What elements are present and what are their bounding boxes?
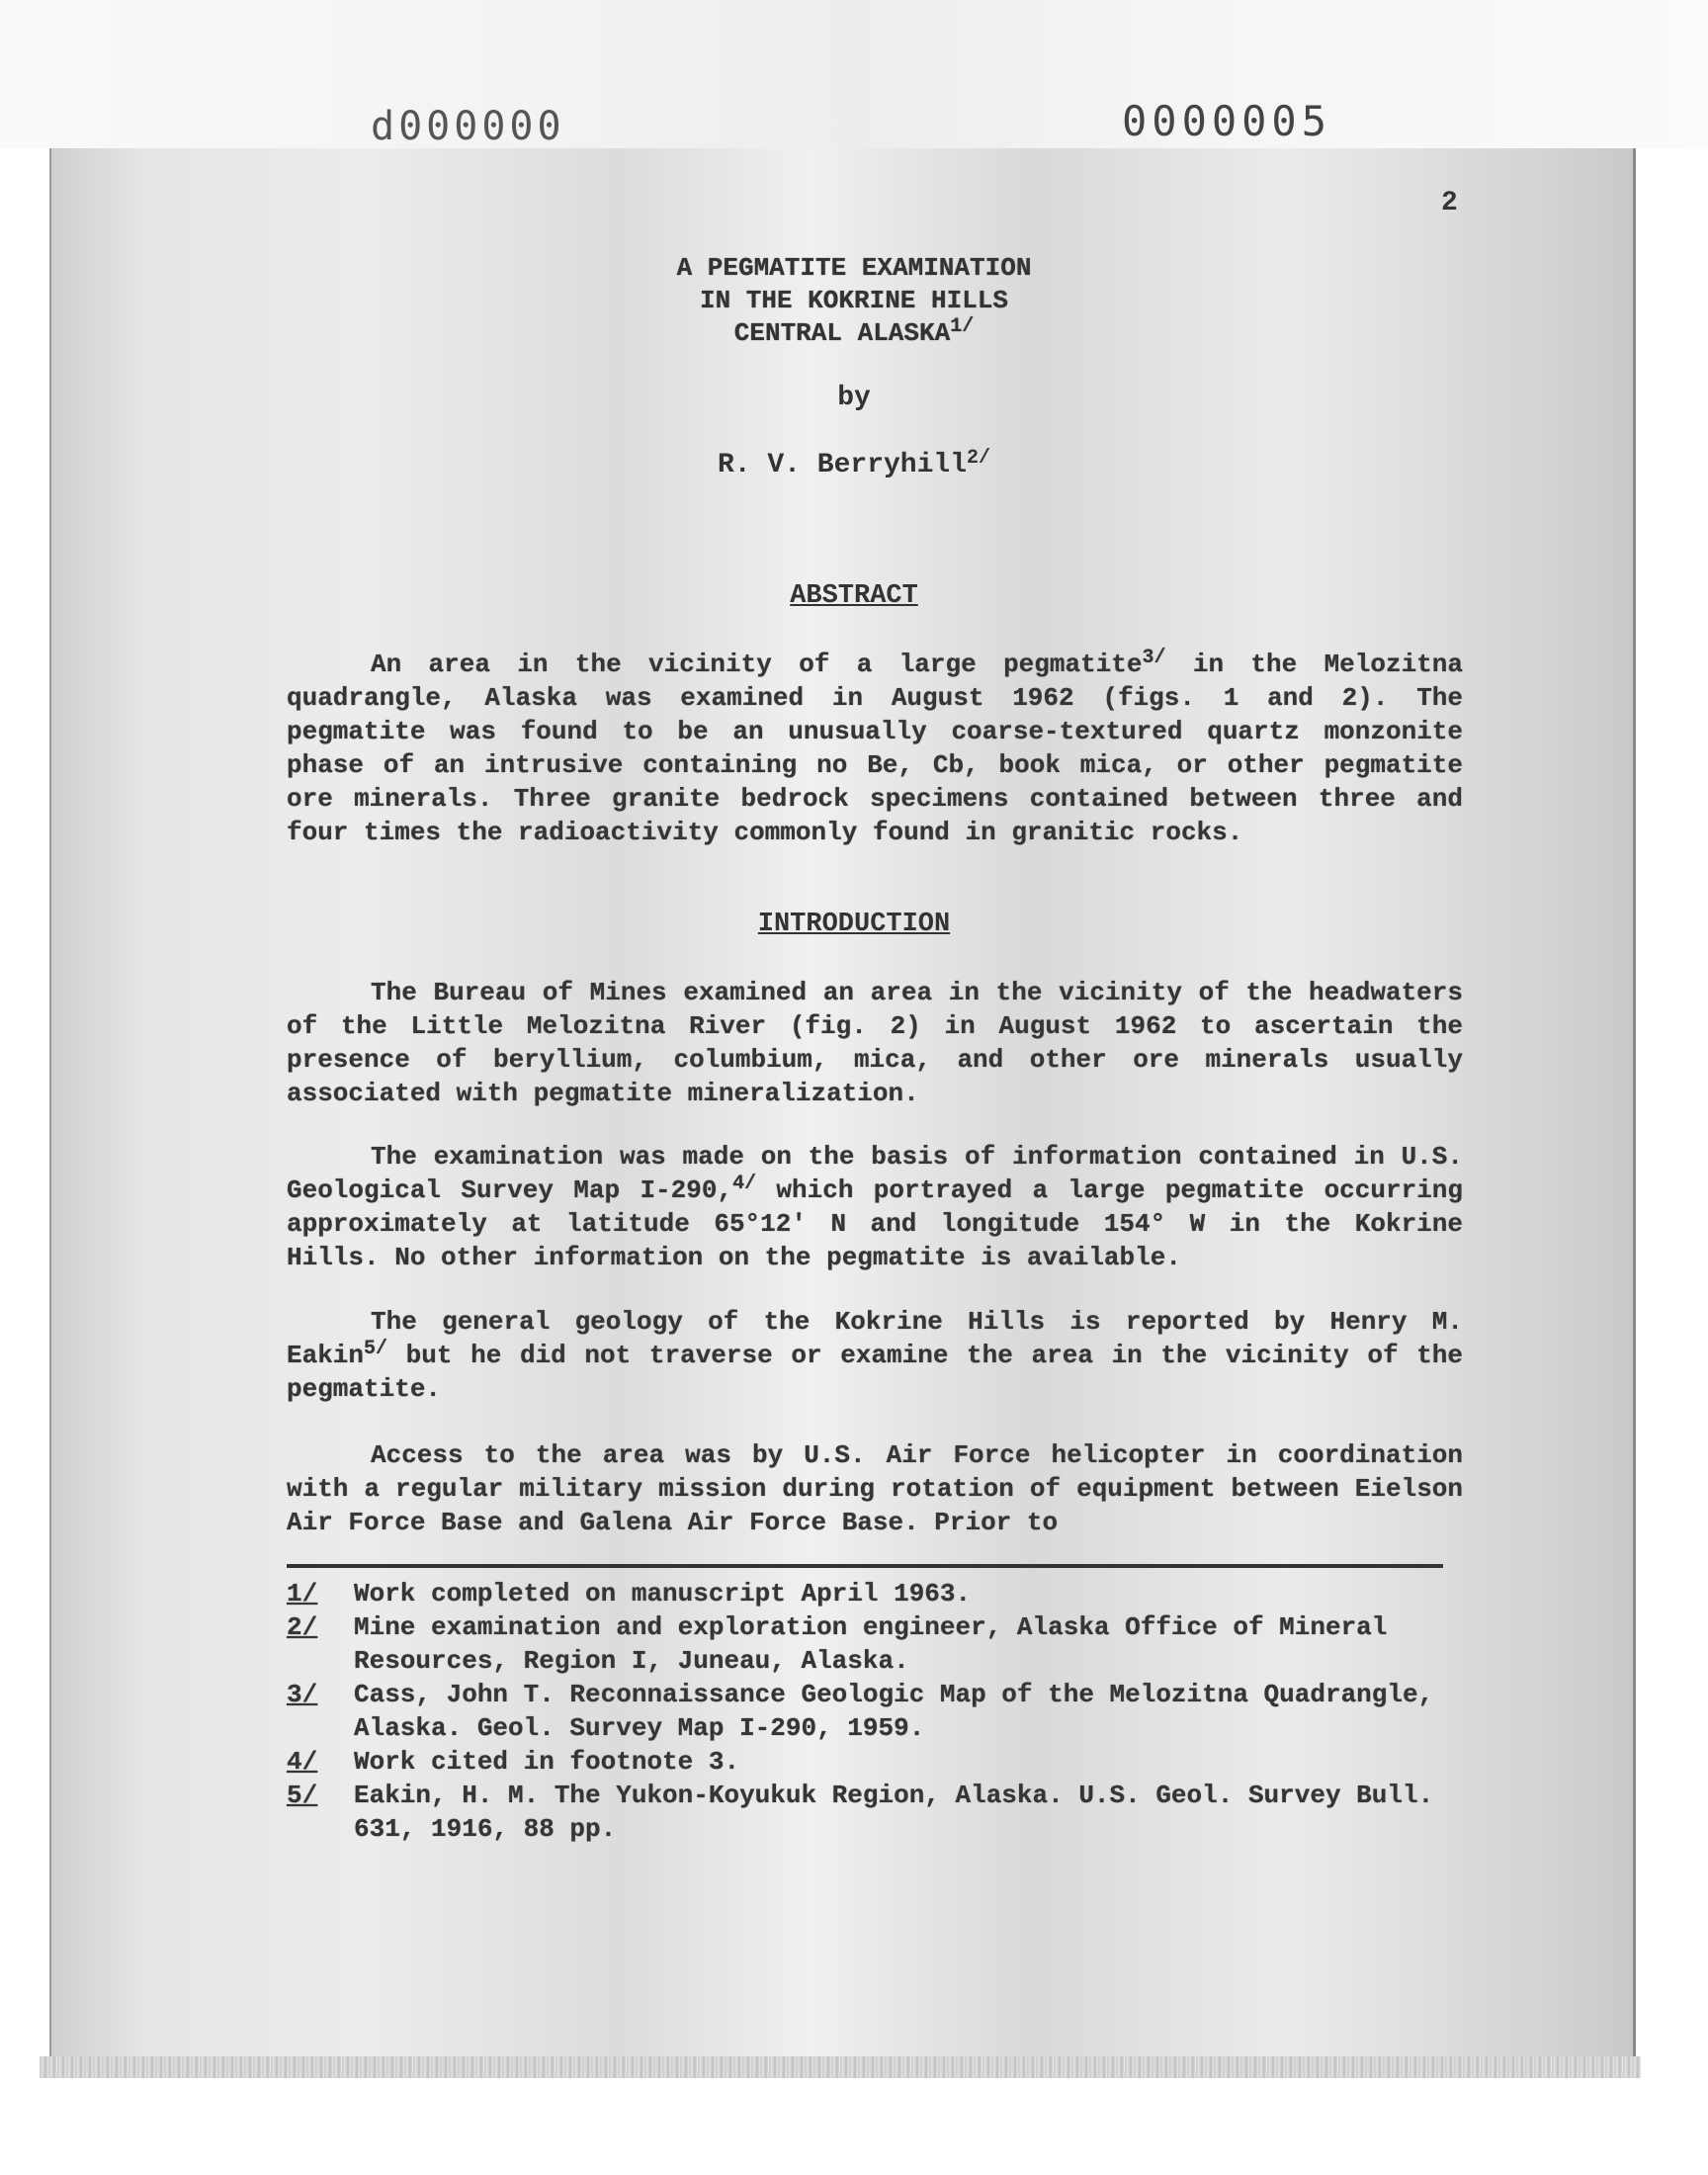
footnote-mark: 1/: [287, 1579, 318, 1609]
scan-edge-artifact: [40, 2056, 1641, 2078]
frame-number-right: 0000005: [1122, 97, 1332, 145]
intro-p2-text-end: which portrayed a large pegmatite occurring approximately at latitude 65°12' N and longitude 154° W in the Kokrine Hills. No other information on the pegmatite is available.: [287, 1175, 1464, 1272]
intro-p3-text-start: The general geology of the Kokrine Hills is reported by Henry M. Eakin: [287, 1307, 1463, 1370]
footnote-text: Mine examination and exploration engineer, Alaska Office of Mineral Resources, Region I, Juneau, Alaska.: [354, 1612, 1388, 1676]
abstract-paragraph: [287, 648, 1463, 849]
scan-top-margin: [0, 0, 1708, 148]
introduction-paragraph-2: [287, 1140, 1463, 1274]
document-title: [0, 252, 1708, 350]
introduction-paragraph-4: Access to the area was by U.S. Air Force helicopter in coordination with a regular military mission during rotation of equipment between Eielson Air Force Base and Galena Air Force Base. Prior to: [287, 1440, 1463, 1537]
abstract-text-end: in the Melozitna quadrangle, Alaska was examined in August 1962 (figs. 1 and 2). The pegmatite was found to be an unusually coarse-textured quartz monzonite phase of an intrusive containing no Be, Cb, book mica, or other pegmatite ore minerals. Three granite bedrock specimens contained between three and four times the radioactivity commonly found in granitic rocks.: [287, 650, 1464, 847]
footnote: [287, 1577, 1463, 1610]
footnote-mark: 5/: [287, 1781, 318, 1810]
author: [0, 447, 1708, 480]
footnote: [287, 1779, 1463, 1846]
footnote: [287, 1745, 1463, 1779]
abstract-text-start: An area in the vicinity of a large pegmatite: [371, 650, 1143, 679]
footnote-mark: 3/: [287, 1680, 318, 1709]
title-line-1: A PEGMATITE EXAMINATION: [676, 253, 1032, 283]
intro-p2-footnote-ref: 4/: [732, 1173, 757, 1195]
title-footnote-ref: 1/: [950, 315, 975, 338]
intro-p3-footnote-ref: 5/: [364, 1338, 388, 1360]
footnote: [287, 1610, 1463, 1678]
footnote-text: Eakin, H. M. The Yukon-Koyukuk Region, Alaska. U.S. Geol. Survey Bull. 631, 1916, 88 pp.: [354, 1781, 1434, 1844]
footnotes: [287, 1577, 1463, 1846]
footnote-mark: 4/: [287, 1747, 318, 1777]
title-line-2: IN THE KOKRINE HILLS: [699, 286, 1009, 315]
intro-p3-text-end: but he did not traverse or examine the area in the vicinity of the pegmatite.: [287, 1341, 1463, 1404]
footnote: [287, 1678, 1463, 1745]
introduction-paragraph-3: [287, 1305, 1463, 1406]
author-name: R. V. Berryhill: [717, 450, 968, 480]
introduction-paragraph-1: The Bureau of Mines examined an area in the vicinity of the headwaters of the Little Melozitna River (fig. 2) in August 1962 to ascertain the presence of beryllium, columbium, mica, and other ore minerals usually associated with pegmatite mineralization.: [287, 978, 1463, 1108]
title-line-3-text: CENTRAL ALASKA: [733, 318, 951, 348]
introduction-heading: INTRODUCTION: [757, 910, 951, 939]
frame-number-left: d000000: [371, 104, 565, 149]
footnote-mark: 2/: [287, 1612, 318, 1642]
abstract-footnote-ref: 3/: [1142, 647, 1166, 669]
intro-p2-text-start: The examination was made on the basis of information contained in U.S. Geological Survey Map I-290,: [287, 1142, 1463, 1205]
byline: by: [837, 383, 871, 413]
author-footnote-ref: 2/: [967, 447, 991, 470]
footnote-divider: [287, 1564, 1443, 1568]
footnote-text: Work completed on manuscript April 1963.: [354, 1579, 972, 1609]
footnote-text: Work cited in footnote 3.: [354, 1747, 740, 1777]
title-line-3: [0, 317, 1708, 350]
sheet-number: 2: [1441, 188, 1458, 218]
abstract-heading: ABSTRACT: [790, 581, 918, 611]
footnote-text: Cass, John T. Reconnaissance Geologic Map of the Melozitna Quadrangle, Alaska. Geol. Survey Map I-290, 1959.: [354, 1680, 1434, 1743]
